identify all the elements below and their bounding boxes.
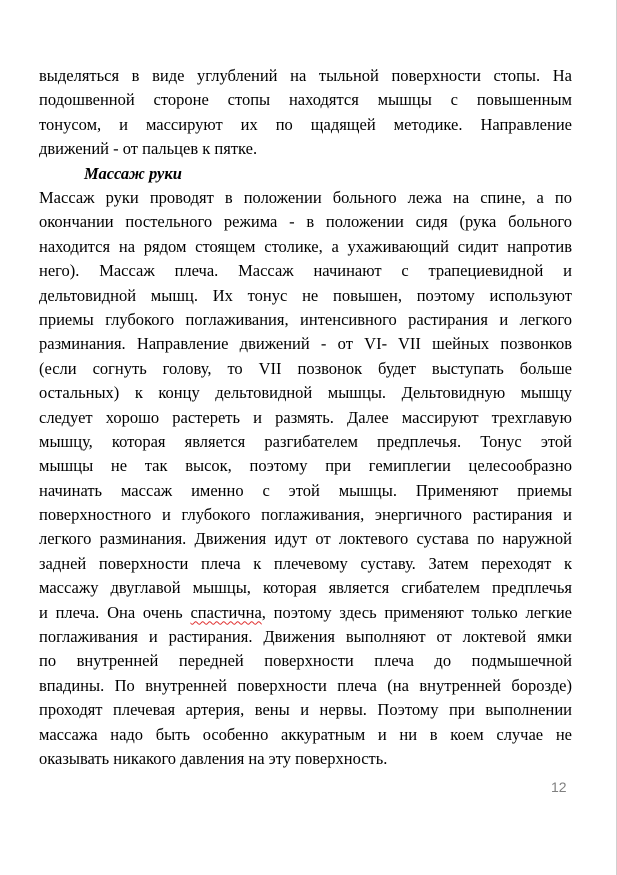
text-line: мышцу, которая является разгибателем предплечья. Тонус этой — [39, 431, 572, 451]
intro-paragraph — [39, 64, 572, 162]
text-line: поверхностного и глубокого поглаживания, энергичного растирания и — [39, 505, 572, 525]
text-line: легкого разминания. Движения идут от локтевого сустава по наружной — [39, 529, 572, 549]
text-line: приемы глубокого поглаживания, интенсивного растирания и легкого — [39, 309, 572, 329]
text-line: находится на рядом стоящем столике, а ухаживающий сидит напротив — [39, 236, 572, 256]
body-paragraph — [39, 186, 572, 771]
text-segment: и плеча. Она очень — [39, 602, 191, 622]
misspelled-word[interactable]: спастична — [190, 602, 262, 622]
text-line: мышцы не так высок, поэтому при гемиплегии целесообразно — [39, 456, 572, 476]
text-line: оказывать никакого давления на эту поверхность. — [39, 748, 388, 768]
text-line: проходят плечевая артерия, вены и нервы. Поэтому при выполнении — [39, 700, 572, 720]
text-line: Массаж руки проводят в положении больного лежа на спине, а по — [39, 188, 572, 207]
text-line: (если согнуть голову, то VII позвонок будет выступать больше — [39, 358, 572, 378]
text-line: начинать массаж именно с этой мышцы. Применяют приемы — [39, 480, 572, 500]
text-line: впадины. По внутренней поверхности плеча (на внутренней борозде) — [39, 675, 572, 695]
text-line: следует хорошо растереть и размять. Далее массируют трехглавую — [39, 407, 572, 427]
text-line — [39, 601, 572, 625]
text-line: выделяться в виде углублений на тыльной поверхности стопы. На — [39, 66, 572, 85]
text-line: движений - от пальцев к пятке. — [39, 139, 258, 159]
text-line: дельтовидной мышц. Их тонус не повышен, поэтому используют — [39, 285, 572, 305]
text-segment: , поэтому здесь применяют только легкие — [261, 602, 572, 622]
text-line: остальных) к концу дельтовидной мышцы. Дельтовидную мышцу — [39, 383, 572, 403]
text-line: окончании постельного режима - в положении сидя (рука больного — [39, 212, 572, 232]
section-heading: Массаж руки — [84, 164, 182, 183]
text-line: разминания. Направление движений - от VI- VII шейных позвонков — [39, 334, 572, 354]
text-line: задней поверхности плеча к плечевому суставу. Затем переходят к — [39, 553, 572, 573]
text-line: по внутренней передней поверхности плеча до подмышечной — [39, 651, 572, 671]
text-line: подошвенной стороне стопы находятся мышцы с повышенным — [39, 90, 572, 110]
text-line: него). Массаж плеча. Массаж начинают с трапециевидной и — [39, 261, 572, 281]
page-number: 12 — [551, 779, 567, 795]
text-line: поглаживания и растирания. Движения выполняют от локтевой ямки — [39, 627, 572, 647]
text-line: тонусом, и массируют их по щадящей методике. Направление — [39, 114, 572, 134]
text-line: массажу двуглавой мышцы, которая является сгибателем предплечья — [39, 578, 572, 598]
text-line: массажа надо быть особенно аккуратным и ни в коем случае не — [39, 724, 572, 744]
